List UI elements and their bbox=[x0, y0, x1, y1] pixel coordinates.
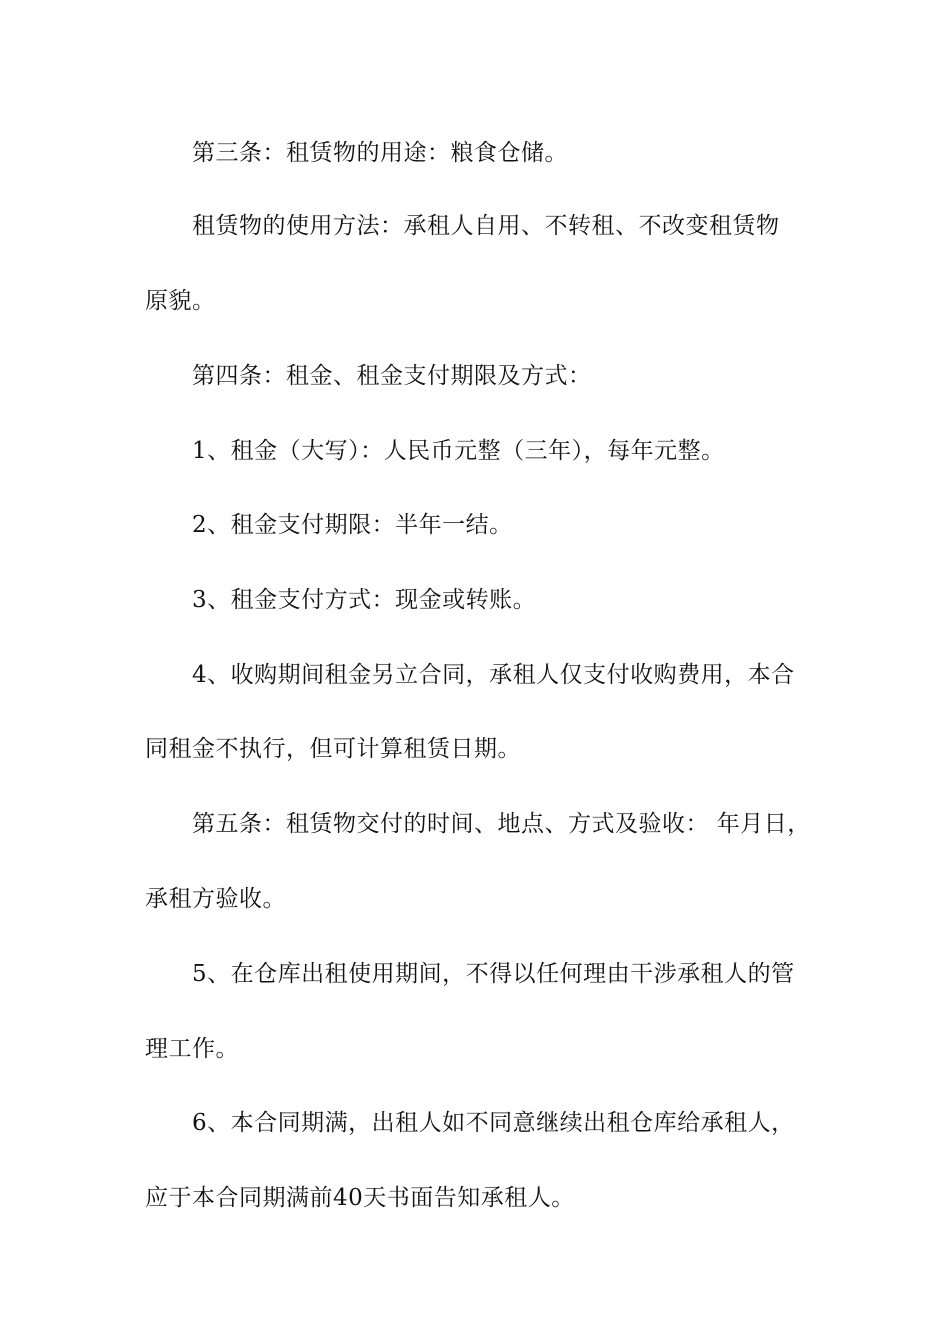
item-4-line-1: 4、收购期间租金另立合同，承租人仅支付收购费用，本合 bbox=[192, 662, 795, 688]
item-5-line-1: 5、在仓库出租使用期间，不得以任何理由干涉承租人的管 bbox=[192, 961, 795, 987]
usage-method-line-2: 原貌。 bbox=[145, 288, 216, 314]
article-3-usage: 第三条：租赁物的用途：粮食仓储。 bbox=[192, 140, 568, 166]
article-4-heading: 第四条：租金、租金支付期限及方式： bbox=[192, 363, 592, 389]
item-4-line-2: 同租金不执行，但可计算租赁日期。 bbox=[145, 736, 521, 762]
article-5-line-2: 承租方验收。 bbox=[145, 886, 286, 912]
item-1-rent-amount: 1、租金（大写）：人民币元整（三年），每年元整。 bbox=[192, 438, 725, 464]
usage-method-line-1: 租赁物的使用方法：承租人自用、不转租、不改变租赁物 bbox=[192, 213, 780, 239]
item-5-line-2: 理工作。 bbox=[145, 1036, 239, 1062]
article-5-line-1: 第五条：租赁物交付的时间、地点、方式及验收： 年月日， bbox=[192, 811, 811, 837]
item-3-payment-method: 3、租金支付方式：现金或转账。 bbox=[192, 587, 537, 613]
item-6-line-2: 应于本合同期满前40天书面告知承租人。 bbox=[145, 1185, 575, 1211]
item-6-line-1: 6、本合同期满，出租人如不同意继续出租仓库给承租人， bbox=[192, 1110, 795, 1136]
item-2-payment-term: 2、租金支付期限：半年一结。 bbox=[192, 512, 513, 538]
